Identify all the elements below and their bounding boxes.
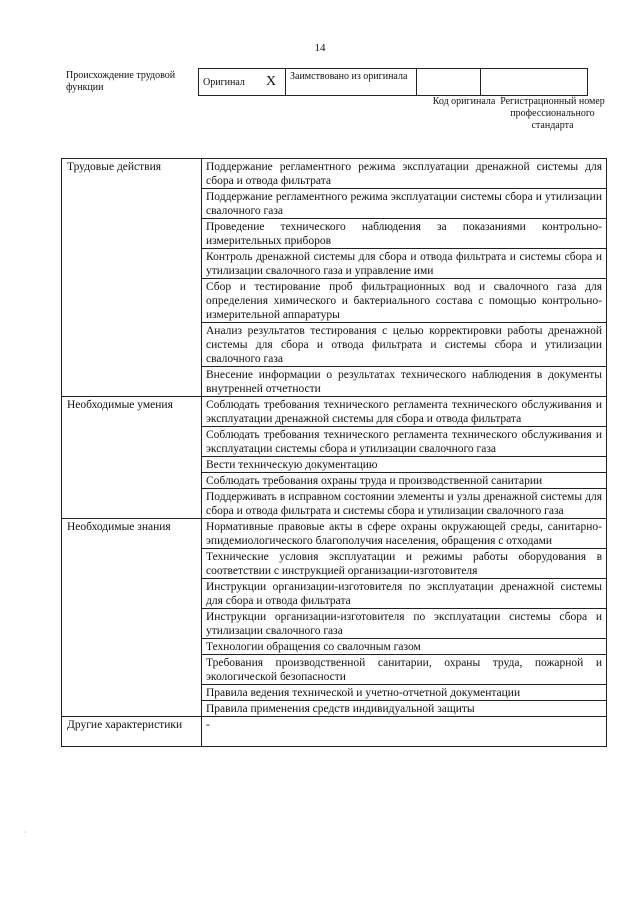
original-mark: X (257, 69, 286, 96)
table-row (62, 519, 607, 549)
table-row (62, 159, 607, 189)
section-category: Трудовые действия (62, 159, 202, 397)
section-item: - (202, 717, 607, 747)
section-item: Технические условия эксплуатации и режимы работы оборудования в соответствии с инструкцией организации-изготовителя (202, 549, 607, 579)
original-label: Оригинал (199, 69, 258, 96)
section-item: Поддерживать в исправном состоянии элементы и узлы дренажной системы для сбора и отвода фильтрата и системы сбора и утилизации свалочного газа (202, 489, 607, 519)
original-code-cell (417, 69, 481, 96)
section-item: Требования производственной санитарии, охраны труда, пожарной и экологической безопасности (202, 655, 607, 685)
section-item: Правила ведения технической и учетно-отчетной документации (202, 685, 607, 701)
registration-number-cell (481, 69, 588, 96)
origin-table (198, 68, 588, 96)
section-item: Вести техническую документацию (202, 457, 607, 473)
section-item: Инструкции организации-изготовителя по эксплуатации системы сбора и утилизации свалочного газа (202, 609, 607, 639)
table-row (62, 397, 607, 427)
registration-caption: Регистрационный номер профессионального стандарта (500, 96, 605, 131)
section-item: Технологии обращения со свалочным газом (202, 639, 607, 655)
section-item: Поддержание регламентного режима эксплуатации дренажной системы для сбора и отвода фильтрата (202, 159, 607, 189)
section-category: Необходимые умения (62, 397, 202, 519)
section-item: Сбор и тестирование проб фильтрационных вод и свалочного газа для определения химического и бактериального состава с помощью контрольно-измерительной аппаратуры (202, 279, 607, 323)
section-item: Проведение технического наблюдения за показаниями контрольно-измерительных приборов (202, 219, 607, 249)
borrowed-label: Заимствовано из оригинала (286, 69, 417, 96)
section-item: Контроль дренажной системы для сбора и отвода фильтрата и системы сбора и утилизации свалочного газа и управление ими (202, 249, 607, 279)
section-category: Другие характеристики (62, 717, 202, 747)
section-item: Анализ результатов тестирования с целью корректировки работы дренажной системы для сбора и отвода фильтрата и системы сбора и утилизации свалочного газа (202, 323, 607, 367)
code-caption: Код оригинала (432, 96, 496, 107)
page-number: 14 (314, 42, 326, 54)
section-item: Соблюдать требования технического регламента технического обслуживания и эксплуатации дренажной системы для сбора и отвода фильтрата (202, 397, 607, 427)
section-category: Необходимые знания (62, 519, 202, 717)
section-item: Нормативные правовые акты в сфере охраны окружающей среды, санитарно-эпидемиологического благополучия населения, обращения с отходами (202, 519, 607, 549)
margin-mark: · (24, 828, 27, 837)
section-item: Правила применения средств индивидуальной защиты (202, 701, 607, 717)
table-row (62, 717, 607, 747)
section-item: Поддержание регламентного режима эксплуатации системы сбора и утилизации свалочного газа (202, 189, 607, 219)
section-item: Соблюдать требования охраны труда и производственной санитарии (202, 473, 607, 489)
section-item: Инструкции организации-изготовителя по эксплуатации дренажной системы для сбора и отвода фильтрата (202, 579, 607, 609)
section-item: Внесение информации о результатах технического наблюдения в документы внутренней отчетности (202, 367, 607, 397)
labor-function-table (61, 158, 607, 747)
origin-label: Происхождение трудовой функции (66, 70, 176, 93)
section-item: Соблюдать требования технического регламента технического обслуживания и эксплуатации системы сбора и утилизации свалочного газа (202, 427, 607, 457)
